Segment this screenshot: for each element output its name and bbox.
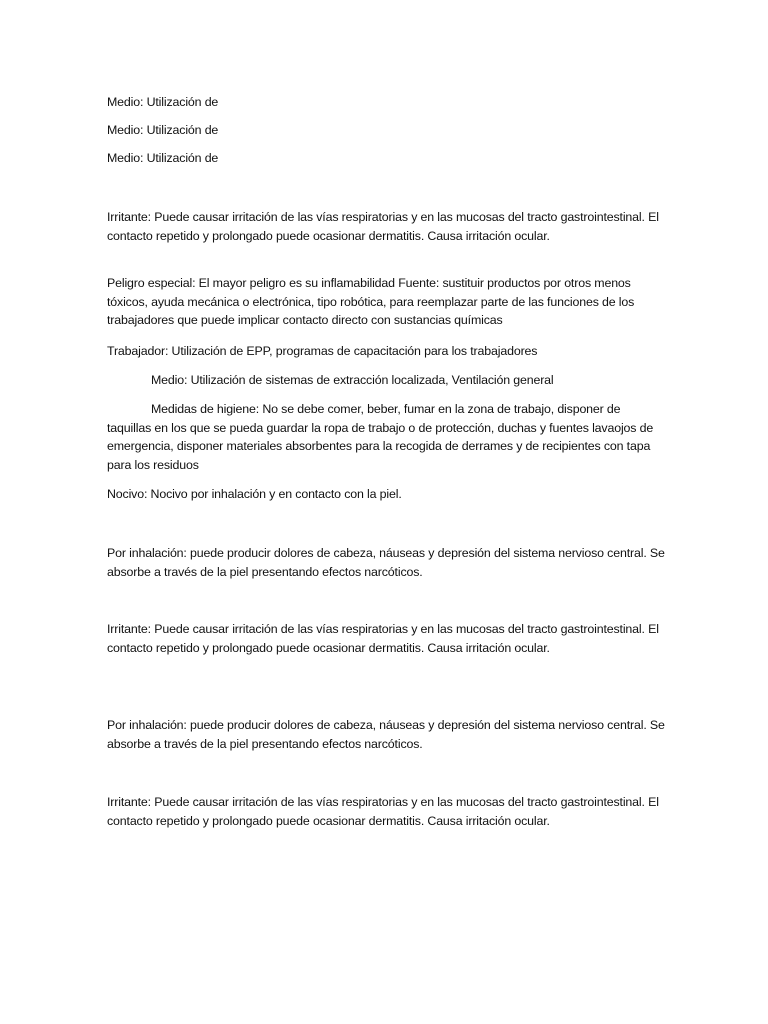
- paragraph-medio-3: Medio: Utilización de: [107, 151, 219, 165]
- paragraph-inhalacion-1: Por inhalación: puede producir dolores de cabeza, náuseas y depresión del sistema nervioso central. Se absorbe a través de la piel presentando efectos narcóticos.: [107, 546, 665, 579]
- paragraph-irritante-3: Irritante: Puede causar irritación de las vías respiratorias y en las mucosas del tracto gastrointestinal. El contacto repetido y prolongado puede ocasionar dermatitis. Causa irritación ocular.: [107, 795, 659, 828]
- paragraph-trabajador: Trabajador: Utilización de EPP, programas de capacitación para los trabajadores: [107, 344, 538, 358]
- paragraph-peligro-especial: Peligro especial: El mayor peligro es su inflamabilidad Fuente: sustituir productos por otros menos tóxicos, ayuda mecánica o electrónica, tipo robótica, para reemplazar parte de las funciones de los trabajadores que puede implicar contacto directo con sustancias químicas: [107, 276, 635, 327]
- paragraph-irritante-2: Irritante: Puede causar irritación de las vías respiratorias y en las mucosas del tracto gastrointestinal. El contacto repetido y prolongado puede ocasionar dermatitis. Causa irritación ocular.: [107, 622, 659, 655]
- paragraph-irritante-1: Irritante: Puede causar irritación de las vías respiratorias y en las mucosas del tracto gastrointestinal. El contacto repetido y prolongado puede ocasionar dermatitis. Causa irritación ocular.: [107, 210, 659, 243]
- paragraph-medio-1: Medio: Utilización de: [107, 95, 219, 109]
- paragraph-medio-extraccion: Medio: Utilización de sistemas de extracción localizada, Ventilación general: [151, 373, 554, 387]
- paragraph-medidas-higiene: Medidas de higiene: No se debe comer, beber, fumar en la zona de trabajo, disponer de taquillas en los que se pueda guardar la ropa de trabajo o de protección, duchas y fuentes lavaojos de emergencia, disponer materiales absorbentes para la recogida de derrames y de recipientes con tapa para los residuos: [107, 402, 654, 472]
- paragraph-inhalacion-2: Por inhalación: puede producir dolores de cabeza, náuseas y depresión del sistema nervioso central. Se absorbe a través de la piel presentando efectos narcóticos.: [107, 718, 665, 751]
- paragraph-nocivo: Nocivo: Nocivo por inhalación y en contacto con la piel.: [107, 487, 402, 501]
- paragraph-medio-2: Medio: Utilización de: [107, 123, 219, 137]
